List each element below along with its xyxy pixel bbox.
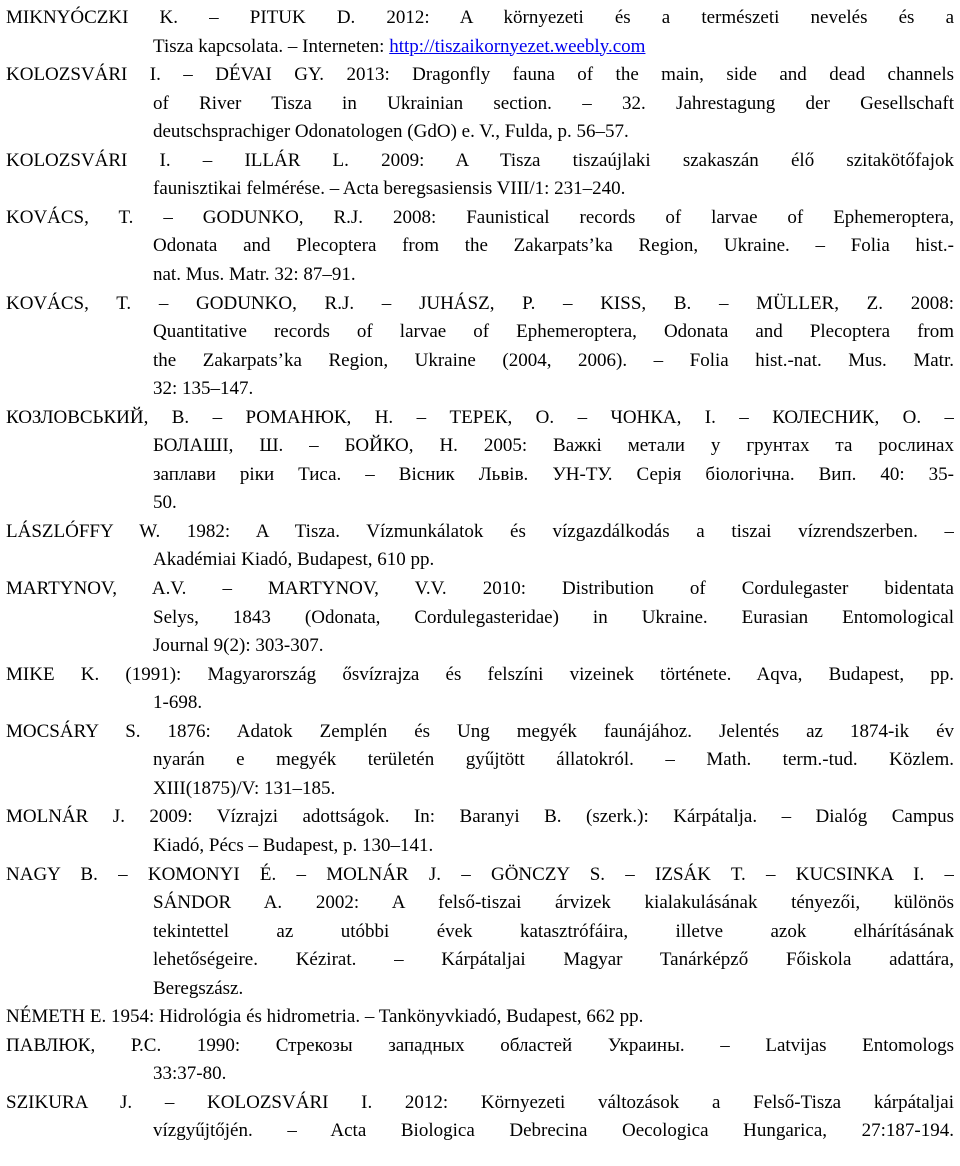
reference-continuation-line [153,33,645,61]
reference-first-line [6,803,954,831]
reference-text: MIKE K. (1991): Magyarország ősvízrajza és felszíni vizeinek története. Aqva, Budapest, pp. [6,663,954,685]
reference-url-link[interactable]: http://tiszaikornyezet.weebly.com [389,35,646,57]
reference-continuation-line [153,975,243,1003]
reference-text: MIKNYÓCZKI K. – PITUK D. 2012: A környezeti és a természeti nevelés és a [6,7,954,28]
reference-text: Kiadó, Pécs – Budapest, p. 130–141. [153,834,434,856]
reference-continuation-line [153,632,323,660]
reference-text: tekintettel az utóbbi évek katasztrófáira, illetve azok elhárításának [153,920,954,942]
reference-continuation-line [153,889,954,917]
reference-text: 32: 135–147. [153,378,254,400]
reference-text: Beregszász. [153,977,244,999]
reference-text: MOLNÁR J. 2009: Vízrajzi adottságok. In: Baranyi B. (szerk.): Kárpátalja. – Dialóg Campus [6,806,954,828]
reference-text: Selys, 1843 (Odonata, Cordulegasteridae) in Ukraine. Eurasian Entomological [153,606,954,628]
reference-continuation-line [153,461,954,489]
reference-first-line [6,147,954,175]
reference-text: КОЗЛОВСЬКИЙ, В. – РОМАНЮК, Н. – ТЕРЕК, О. – ЧОНКА, І. – КОЛЕСНИК, О. – [6,406,954,428]
reference-text: Journal 9(2): 303-307. [153,635,324,657]
reference-text: the Zakarpats’ka Region, Ukraine (2004, 2006). – Folia hist.-nat. Mus. Matr. [153,349,954,371]
reference-continuation-line [153,1060,226,1088]
reference-text: KOLOZSVÁRI I. – DÉVAI GY. 2013: Dragonfly fauna of the main, side and dead channels [6,64,954,86]
reference-first-line [6,518,954,546]
reference-text: SÁNDOR A. 2002: A felső-tiszai árvizek kialakulásának tényezői, különös [153,892,954,914]
reference-text: Akadémiai Kiadó, Budapest, 610 pp. [153,549,435,571]
reference-first-line [6,61,954,89]
reference-continuation-line [153,489,177,517]
reference-text: vízgyűjtőjén. – Acta Biologica Debrecina Oecologica Hungarica, 27:187-194. [153,1120,954,1142]
reference-text: заплави ріки Тиса. – Вісник Львів. УН-ТУ. Серія біологічна. Вип. 40: 35- [153,463,954,485]
reference-first-line [6,204,954,232]
reference-continuation-line [153,832,433,860]
reference-continuation-line [153,918,954,946]
reference-continuation-line [153,689,202,717]
reference-text: LÁSZLÓFFY W. 1982: A Tisza. Vízmunkálatok és vízgazdálkodás a tiszai vízrendszerben. – [6,520,954,542]
reference-text: KOVÁCS, T. – GODUNKO, R.J. 2008: Faunistical records of larvae of Ephemeroptera, [6,206,954,228]
reference-first-line [6,404,954,432]
reference-text: Tisza kapcsolata. – Interneten: [153,35,390,57]
reference-first-line [6,661,954,689]
reference-first-line [6,290,954,318]
reference-text: lehetőségeire. Kézirat. – Kárpátaljai Magyar Tanárképző Főiskola adattára, [153,949,954,971]
reference-continuation-line [153,232,954,260]
reference-continuation-line [153,775,335,803]
reference-first-line [6,1003,643,1031]
reference-text: deutschsprachiger Odonatologen (GdO) e. V., Fulda, p. 56–57. [153,121,629,143]
reference-continuation-line [153,375,253,403]
reference-continuation-line [153,175,625,203]
reference-continuation-line [153,604,954,632]
reference-continuation-line [153,118,629,146]
reference-text: of River Tisza in Ukrainian section. – 32. Jahrestagung der Gesellschaft [153,92,954,114]
reference-text: XIII(1875)/V: 131–185. [153,777,336,799]
reference-text: Odonata and Plecoptera from the Zakarpats’ka Region, Ukraine. – Folia hist.- [153,235,954,257]
reference-text: MOCSÁRY S. 1876: Adatok Zemplén és Ung megyék faunájához. Jelentés az 1874-ik év [6,720,954,742]
reference-text: KOVÁCS, T. – GODUNKO, R.J. – JUHÁSZ, P. – KISS, B. – MÜLLER, Z. 2008: [6,292,954,314]
reference-continuation-line [153,546,434,574]
reference-continuation-line [153,347,954,375]
reference-continuation-line [153,1117,954,1145]
reference-continuation-line [153,261,356,289]
reference-continuation-line [153,432,954,460]
reference-continuation-line [153,318,954,346]
reference-text: Quantitative records of larvae of Ephemeroptera, Odonata and Plecoptera from [153,321,954,343]
reference-continuation-line [153,946,954,974]
reference-text: nyarán e megyék területén gyűjtött állatokról. – Math. term.-tud. Közlem. [153,749,954,771]
reference-text: NÉMETH E. 1954: Hidrológia és hidrometria. – Tankönyvkiadó, Budapest, 662 pp. [6,1006,644,1028]
reference-first-line [6,861,954,889]
reference-first-line [6,575,954,603]
reference-text: 33:37-80. [153,1063,227,1085]
reference-text: SZIKURA J. – KOLOZSVÁRI I. 2012: Környezeti változások a Felső-Tisza kárpátaljai [6,1091,954,1113]
reference-text: 50. [153,492,177,514]
reference-text: nat. Mus. Matr. 32: 87–91. [153,263,356,285]
reference-continuation-line [153,90,954,118]
reference-text: faunisztikai felmérése. – Acta beregsasiensis VIII/1: 231–240. [153,178,626,200]
reference-text: БОЛАШІ, Ш. – БОЙКО, Н. 2005: Важкі метали у грунтах та рослинах [153,435,954,457]
reference-continuation-line [153,746,954,774]
reference-text: NAGY B. – KOMONYI É. – MOLNÁR J. – GÖNCZY S. – IZSÁK T. – KUCSINKA I. – [6,863,954,885]
reference-first-line [6,1032,954,1060]
reference-first-line [6,4,954,32]
reference-text: MARTYNOV, A.V. – MARTYNOV, V.V. 2010: Distribution of Cordulegaster bidentata [6,578,954,599]
reference-text: KOLOZSVÁRI I. – ILLÁR L. 2009: A Tisza tiszaújlaki szakaszán élő szitakötőfajok [6,149,954,171]
reference-first-line [6,1089,954,1117]
reference-text: 1-698. [153,692,203,714]
reference-first-line [6,718,954,746]
reference-text: ПАВЛЮК, Р.С. 1990: Стрекозы западных областей Украины. – Latvijas Entomologs [6,1034,954,1056]
